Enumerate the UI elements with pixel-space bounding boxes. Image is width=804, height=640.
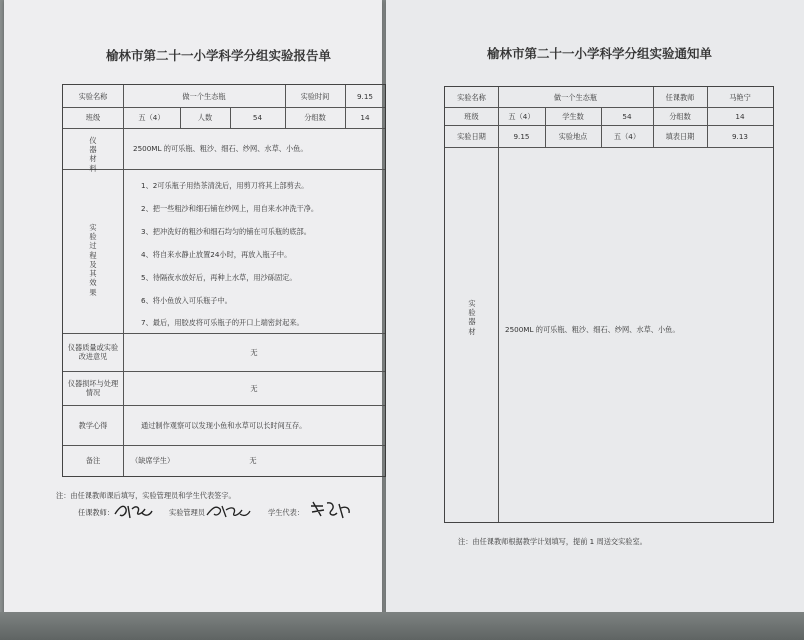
experiment-time: 9.15	[356, 91, 373, 101]
col-divider	[123, 85, 124, 476]
label-experiment-name: 实验名称	[457, 92, 486, 102]
label-process: 实验过程及其效果	[89, 223, 97, 297]
quality-value: 无	[250, 347, 258, 357]
damage-value: 无	[250, 383, 258, 393]
label-students: 学生数	[562, 111, 584, 121]
class-value: 五（4）	[138, 113, 165, 122]
process-step: 3、把冲洗好的粗沙和细石均匀的铺在可乐瓶的底部。	[141, 227, 311, 236]
student-signature-label: 学生代表：	[268, 508, 304, 517]
teacher-value: 马艳宁	[729, 92, 751, 102]
absent-students-label: （缺席学生）	[131, 456, 175, 465]
label-date: 实验日期	[457, 131, 486, 141]
label-class: 班级	[85, 113, 101, 122]
process-step: 5、待隔夜水放好后，再种上水草，用沙砾固定。	[141, 273, 297, 282]
label-materials: 仪器材料	[89, 136, 97, 173]
admin-signature	[204, 500, 252, 522]
process-step: 6、将小鱼放入可乐瓶子中。	[141, 296, 232, 305]
equipment-value: 2500ML 的可乐瓶、粗沙、细石、纱网、水草、小鱼。	[505, 324, 680, 334]
materials-value: 2500ML 的可乐瓶、粗沙、细石、纱网、水草、小鱼。	[133, 144, 308, 153]
admin-signature-label: 实验管理员	[169, 508, 205, 517]
experiment-name: 做一个生态瓶	[553, 92, 598, 102]
label-fill-date: 填表日期	[665, 131, 695, 141]
row-divider	[445, 147, 773, 148]
label-groups: 分组数	[669, 111, 691, 121]
report-footnote: 注：由任课教师课后填写，实验管理员和学生代表签字。	[56, 491, 236, 500]
class-value: 五（4）	[508, 111, 535, 121]
notice-title: 榆林市第二十一小学科学分组实验通知单	[487, 46, 713, 61]
experiment-name: 做一个生态瓶	[182, 91, 226, 101]
reflection-value: 通过制作观察可以发现小鱼和水草可以长时间互存。	[141, 420, 307, 430]
label-groups: 分组数	[304, 113, 326, 122]
report-title: 榆林市第二十一小学科学分组实验报告单	[106, 48, 332, 63]
label-experiment-time: 实验时间	[300, 91, 330, 101]
label-headcount: 人数	[197, 113, 213, 122]
place-value: 五（4）	[613, 131, 641, 141]
label-teacher: 任课教师	[665, 92, 695, 102]
date-value: 9.15	[513, 131, 530, 141]
report-sheet	[4, 0, 382, 640]
process-step: 1、2可乐瓶子用热茶清洗后，用剪刀将其上部剪去。	[141, 181, 309, 190]
label-place: 实验地点	[558, 131, 588, 141]
teacher-signature-label: 任课教师：	[78, 508, 114, 517]
label-damage: 仪器损坏与处理情况	[67, 379, 119, 397]
process-step: 4、将自来水静止放置24小时，再放入瓶子中。	[141, 250, 292, 259]
notice-sheet	[386, 0, 804, 640]
label-experiment-name: 实验名称	[78, 91, 108, 101]
desk-surface	[0, 612, 804, 640]
label-quality: 仪器质量或实验改进意见	[67, 343, 119, 361]
teacher-signature	[112, 500, 154, 522]
notice-footnote: 注：由任课教师根据教学计划填写，提前 1 周送交实验室。	[458, 537, 647, 546]
label-reflection: 教学心得	[78, 420, 108, 430]
fill-date-value: 9.13	[731, 131, 748, 141]
label-equipment: 实验器材	[468, 299, 476, 336]
label-remark: 备注	[85, 456, 101, 465]
groups-value: 14	[360, 113, 370, 122]
notice-table	[444, 86, 774, 523]
headcount-value: 54	[252, 113, 263, 122]
students-value: 54	[622, 111, 632, 121]
process-step: 7、最后，用胶皮将可乐瓶子的开口上端密封起来。	[141, 318, 304, 327]
remark-value: 无	[249, 456, 257, 465]
process-step: 2、把一些粗沙和细石铺在纱网上，用自来水冲洗干净。	[141, 204, 319, 213]
row-divider	[63, 169, 385, 170]
groups-value: 14	[735, 111, 745, 121]
label-class: 班级	[464, 111, 479, 121]
report-table	[62, 84, 386, 477]
student-signature	[309, 498, 353, 522]
col-divider	[498, 87, 499, 522]
